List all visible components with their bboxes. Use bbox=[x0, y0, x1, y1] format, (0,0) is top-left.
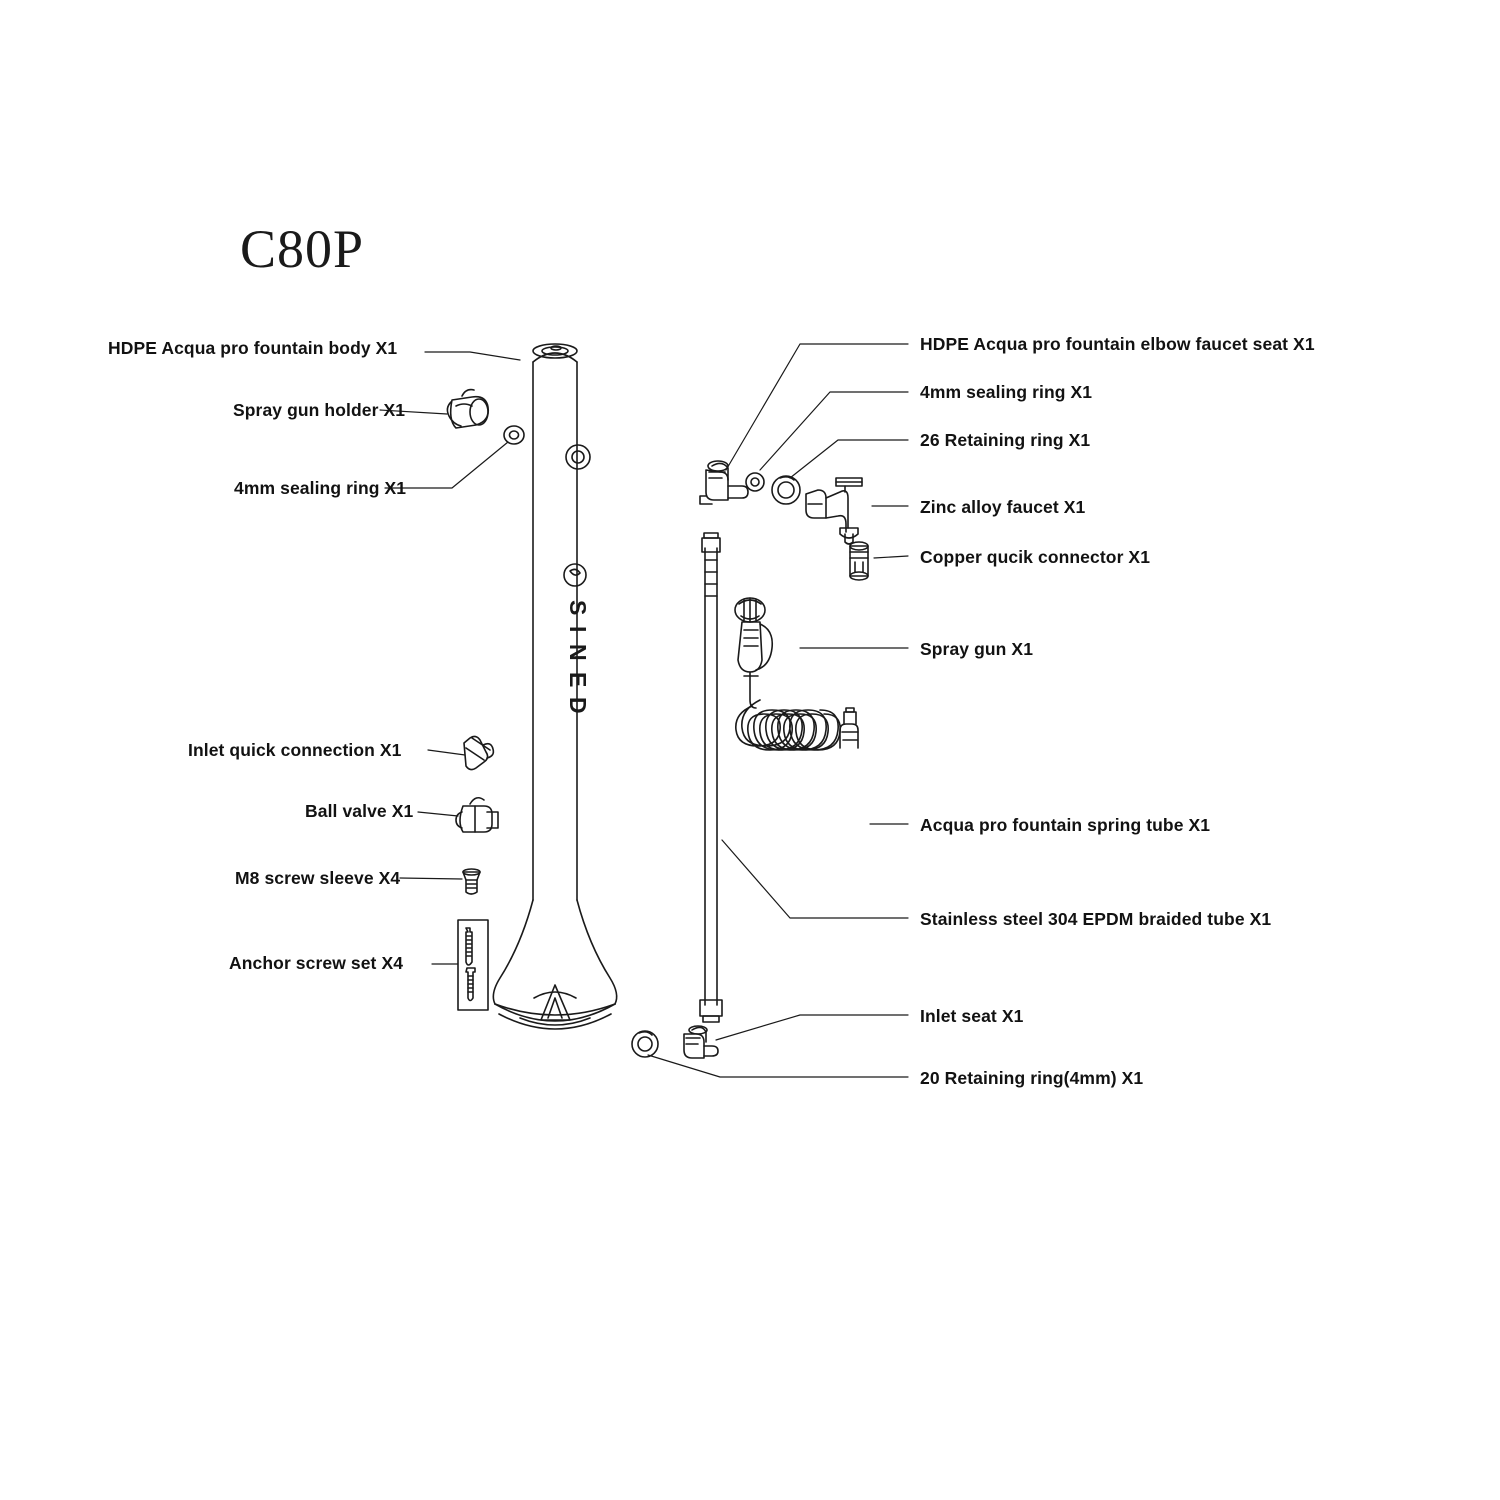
callout-sealing-ring-right: 4mm sealing ring X1 bbox=[920, 382, 1093, 402]
spray-gun-holder-part bbox=[447, 390, 488, 428]
copper-quick-connector-part bbox=[850, 542, 868, 580]
elbow-faucet-seat-part bbox=[700, 461, 748, 504]
sealing-ring-part-left bbox=[504, 426, 524, 444]
spray-gun-part bbox=[735, 598, 772, 708]
callout-braided-tube: Stainless steel 304 EPDM braided tube X1 bbox=[920, 909, 1272, 929]
callout-zinc-alloy-faucet: Zinc alloy faucet X1 bbox=[920, 497, 1086, 517]
zinc-alloy-faucet-part bbox=[806, 478, 862, 544]
svg-text:N: N bbox=[565, 644, 591, 661]
callout-inlet-seat: Inlet seat X1 bbox=[920, 1006, 1024, 1026]
fountain-body-illustration bbox=[493, 344, 616, 1029]
svg-text:I: I bbox=[565, 626, 591, 633]
callout-anchor-screw-set: Anchor screw set X4 bbox=[229, 953, 404, 973]
callout-sealing-ring-left: 4mm sealing ring X1 bbox=[234, 478, 407, 498]
anchor-screw-set-part bbox=[458, 920, 488, 1010]
retaining-ring-20-part bbox=[632, 1031, 658, 1057]
m8-screw-sleeve-part bbox=[463, 869, 480, 894]
sealing-ring-part-right bbox=[746, 473, 764, 491]
retaining-ring-26-part bbox=[772, 476, 800, 504]
callout-spray-gun: Spray gun X1 bbox=[920, 639, 1034, 659]
callout-ball-valve: Ball valve X1 bbox=[305, 801, 414, 821]
inlet-seat-part bbox=[684, 1026, 718, 1058]
svg-text:E: E bbox=[565, 672, 591, 688]
leader-lines-left bbox=[380, 352, 520, 964]
svg-text:D: D bbox=[565, 697, 591, 714]
ball-valve-part bbox=[456, 798, 498, 832]
callout-spring-tube: Acqua pro fountain spring tube X1 bbox=[920, 815, 1211, 835]
callout-inlet-quick-connection: Inlet quick connection X1 bbox=[188, 740, 402, 760]
callout-hdpe-body: HDPE Acqua pro fountain body X1 bbox=[108, 338, 398, 358]
callout-retaining-ring-26: 26 Retaining ring X1 bbox=[920, 430, 1091, 450]
callout-m8-screw-sleeve: M8 screw sleeve X4 bbox=[235, 868, 401, 888]
inlet-quick-connection-part bbox=[464, 736, 493, 769]
callout-spray-gun-holder: Spray gun holder X1 bbox=[233, 400, 406, 420]
callout-elbow-faucet-seat: HDPE Acqua pro fountain elbow faucet seat X1 bbox=[920, 334, 1315, 354]
page-title: C80P bbox=[240, 219, 365, 279]
callout-retaining-ring-20: 20 Retaining ring(4mm) X1 bbox=[920, 1068, 1144, 1088]
svg-text:S: S bbox=[565, 600, 591, 616]
callout-copper-quick-connector: Copper qucik connector X1 bbox=[920, 547, 1151, 567]
braided-tube-part bbox=[700, 533, 722, 1022]
